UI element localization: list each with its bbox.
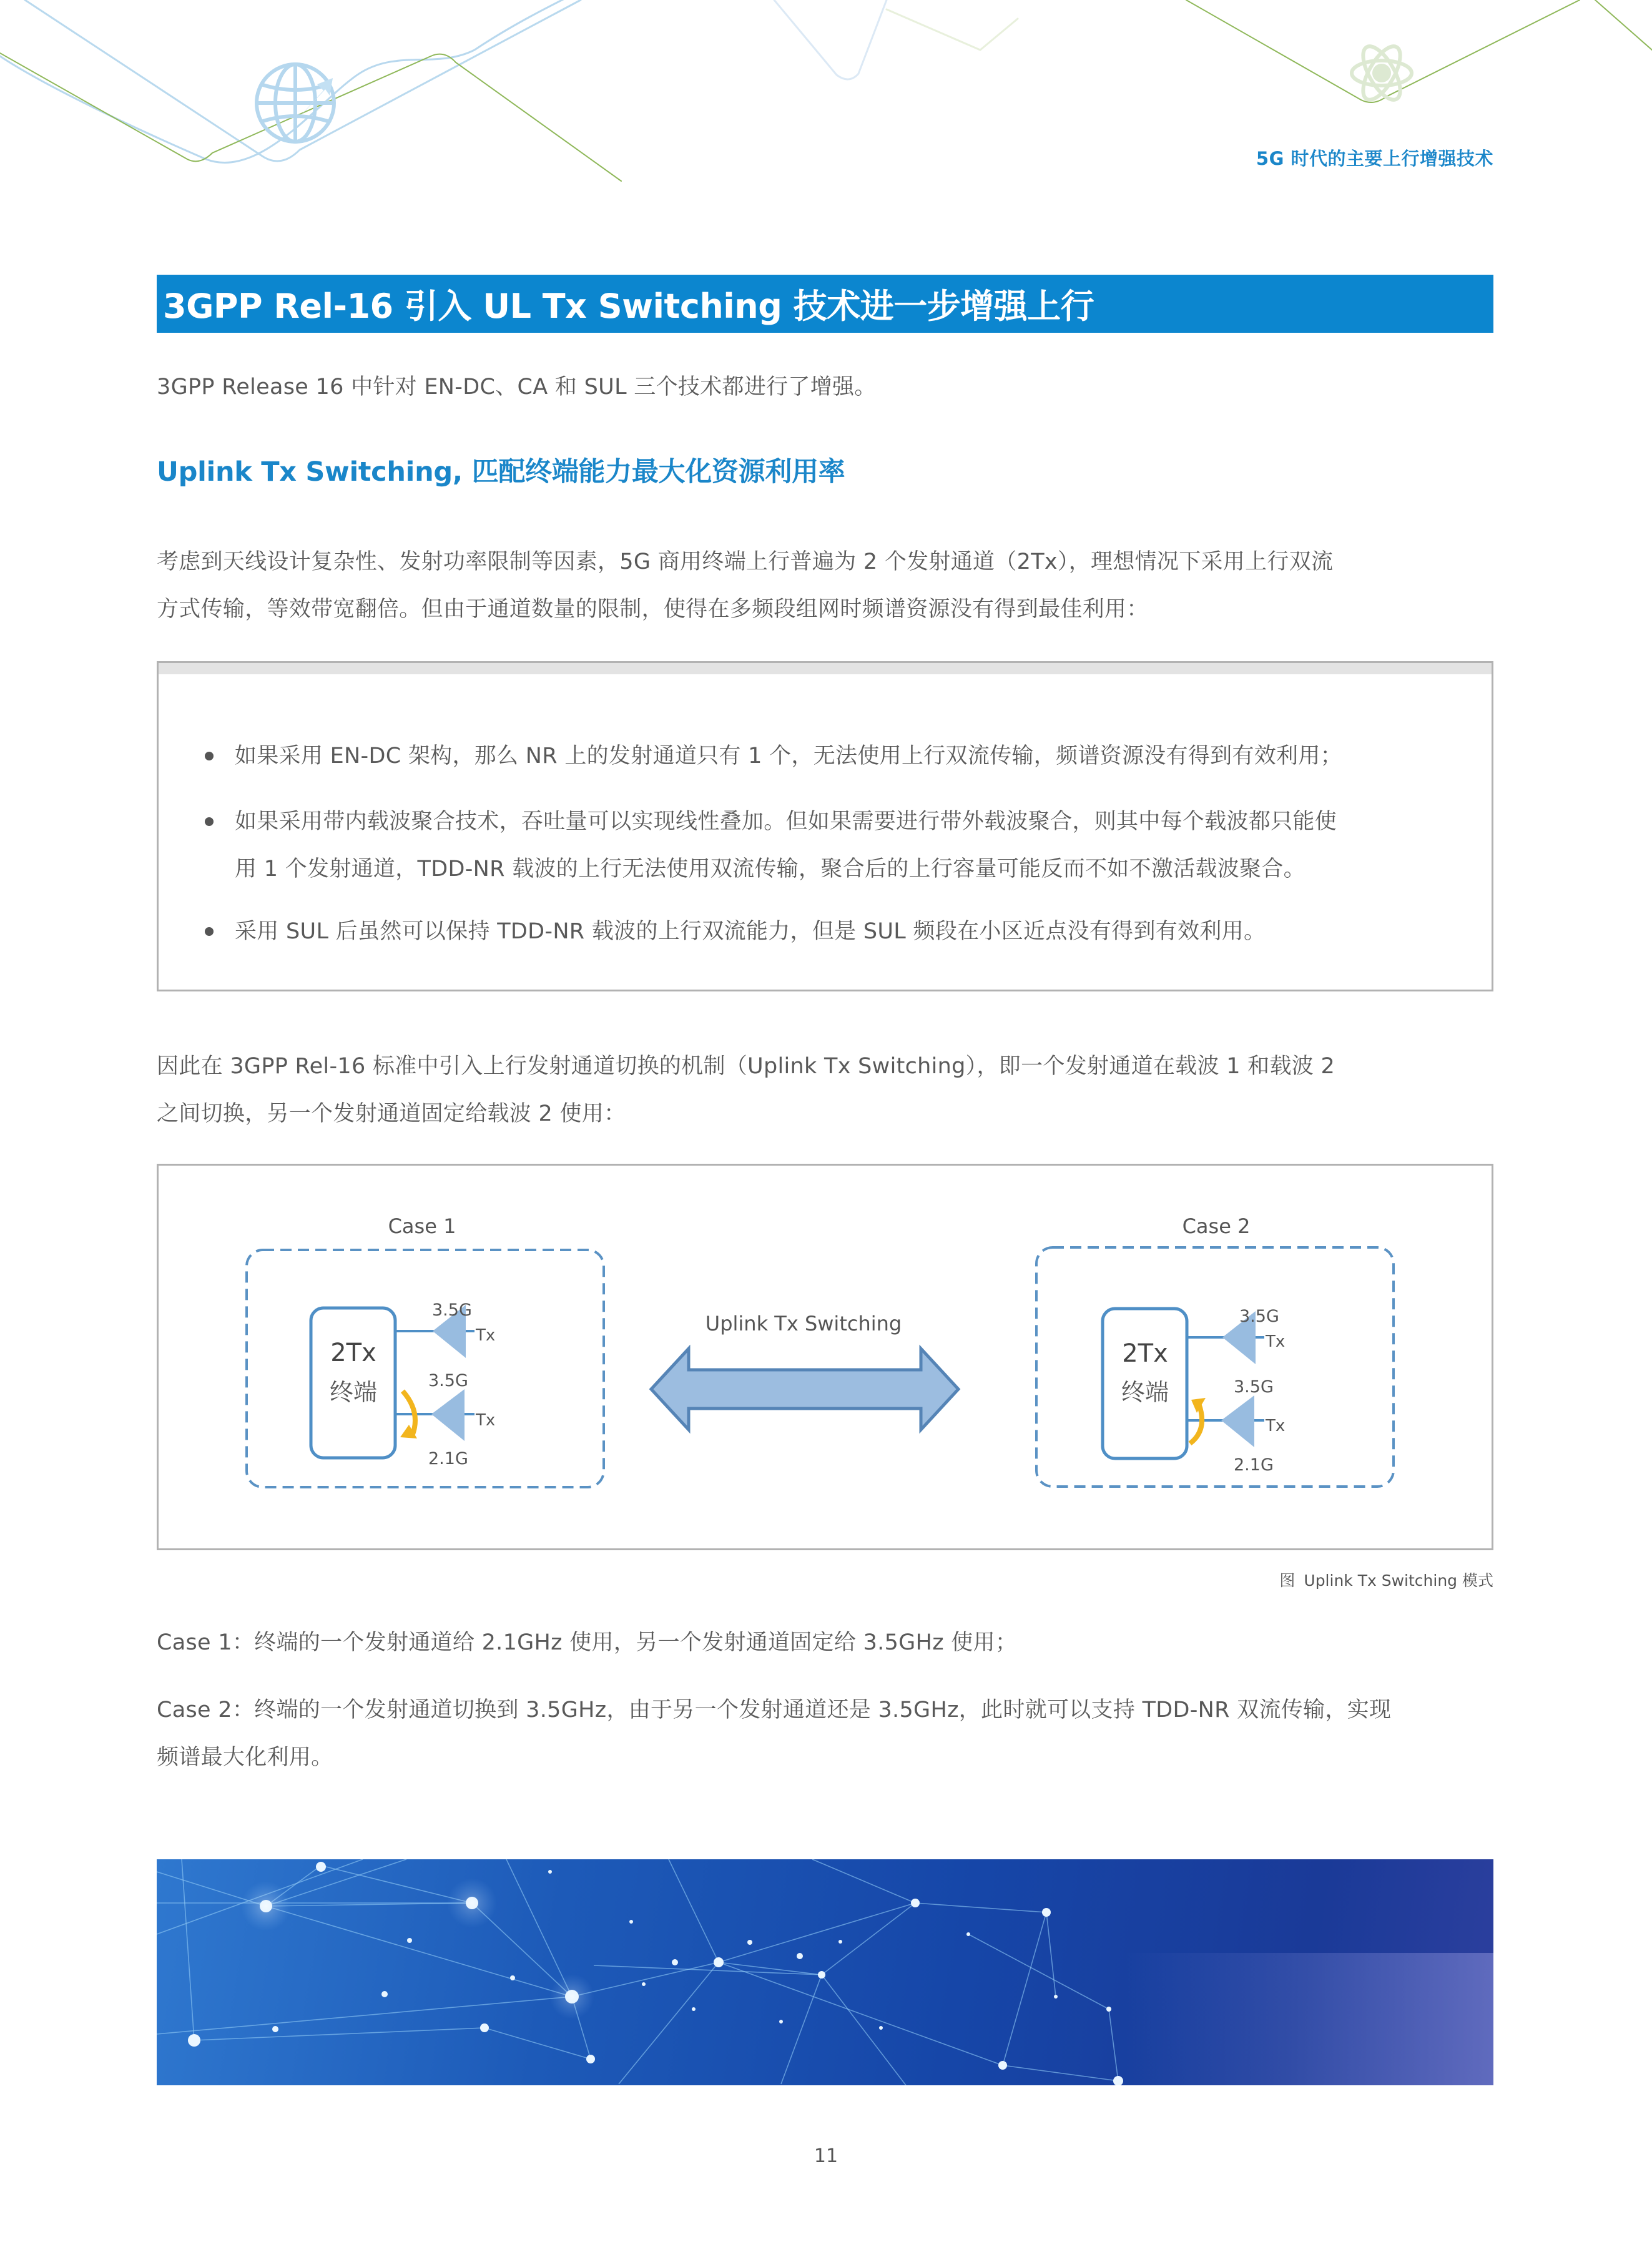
svg-text:2.1G: 2.1G <box>1234 1455 1274 1475</box>
svg-text:终端: 终端 <box>329 1379 378 1406</box>
svg-text:2.1G: 2.1G <box>428 1449 468 1468</box>
antenna-icon <box>431 1389 465 1441</box>
svg-text:Tx: Tx <box>476 1326 496 1345</box>
paragraph-1-line-2: 方式传输，等效带宽翻倍。但由于通道数量的限制，使得在多频段组网时频谱资源没有得到最佳利用： <box>157 597 1149 622</box>
double-arrow-icon <box>651 1349 958 1430</box>
page-number: 11 <box>814 2145 838 2167</box>
intro-paragraph: 3GPP Release 16 中针对 EN-DC、CA 和 SUL 三个技术都进行了增强。 <box>157 375 877 400</box>
svg-text:Tx: Tx <box>476 1411 496 1430</box>
network-decorative-image <box>157 1859 1493 2085</box>
case-1-panel <box>247 1214 604 1487</box>
svg-text:Tx: Tx <box>1266 1332 1286 1351</box>
svg-text:Case 1: Case 1 <box>388 1214 456 1238</box>
figure-caption-text: Uplink Tx Switching 模式 <box>1304 1571 1493 1590</box>
bullet-item: 如果采用带内载波聚合技术，吞吐量可以实现线性叠加。但如果需要进行带外载波聚合，则其中每个载波都只能使 用 1 个发射通道，TDD-NR 载波的上行无法使用双流传输，聚合后的上行容量可能反而不如不激活载波聚合。 <box>204 798 1467 893</box>
figure-caption <box>1279 1568 1493 1591</box>
figure-label: 图 <box>1279 1571 1296 1590</box>
paragraph-2-line-1: 因此在 3GPP Rel-16 标准中引入上行发射通道切换的机制（Uplink Tx Switching），即一个发射通道在载波 1 和载波 2 <box>157 1054 1335 1079</box>
svg-text:Uplink Tx Switching: Uplink Tx Switching <box>705 1312 902 1335</box>
case-2-dashed-boundary <box>1036 1247 1394 1487</box>
case-1-description: Case 1：终端的一个发射通道给 2.1GHz 使用，另一个发射通道固定给 3.5GHz 使用； <box>157 1630 1018 1655</box>
bullet-item: 采用 SUL 后虽然可以保持 TDD-NR 载波的上行双流能力，但是 SUL 频段在小区近点没有得到有效利用。 <box>204 908 1467 955</box>
paragraph-2-line-2: 之间切换，另一个发射通道固定给载波 2 使用： <box>157 1101 626 1126</box>
svg-text:3.5G: 3.5G <box>428 1371 468 1390</box>
subheading: Uplink Tx Switching, 匹配终端能力最大化资源利用率 <box>157 456 845 488</box>
svg-text:终端: 终端 <box>1121 1379 1169 1406</box>
running-header: 5G 时代的主要上行增强技术 <box>1256 148 1493 169</box>
antenna-icon <box>1221 1395 1254 1447</box>
svg-text:Tx: Tx <box>1266 1417 1286 1435</box>
svg-text:Case 2: Case 2 <box>1182 1214 1251 1238</box>
svg-text:3.5G: 3.5G <box>1234 1377 1274 1397</box>
uplink-tx-switching-diagram <box>157 1164 1493 1550</box>
switching-double-arrow <box>651 1312 958 1430</box>
bullet-item: 如果采用 EN-DC 架构，那么 NR 上的发射通道只有 1 个，无法使用上行双流传输，频谱资源没有得到有效利用； <box>204 732 1467 780</box>
case-2-panel <box>1036 1214 1394 1487</box>
section-title: 3GPP Rel-16 引入 UL Tx Switching 技术进一步增强上行 <box>163 287 1094 326</box>
svg-text:3.5G: 3.5G <box>432 1300 472 1320</box>
svg-text:2Tx: 2Tx <box>1122 1339 1168 1368</box>
svg-text:3.5G: 3.5G <box>1239 1307 1279 1326</box>
case-1-dashed-boundary <box>247 1250 604 1487</box>
svg-text:2Tx: 2Tx <box>330 1339 376 1367</box>
case-2-description: Case 2：终端的一个发射通道切换到 3.5GHz，由于另一个发射通道还是 3.5GHz，此时就可以支持 TDD-NR 双流传输，实现 频谱最大化利用。 <box>157 1698 1392 1770</box>
paragraph-1-line-1: 考虑到天线设计复杂性、发射功率限制等因素，5G 商用终端上行普遍为 2 个发射通道（2Tx），理想情况下采用上行双流 <box>157 549 1334 574</box>
